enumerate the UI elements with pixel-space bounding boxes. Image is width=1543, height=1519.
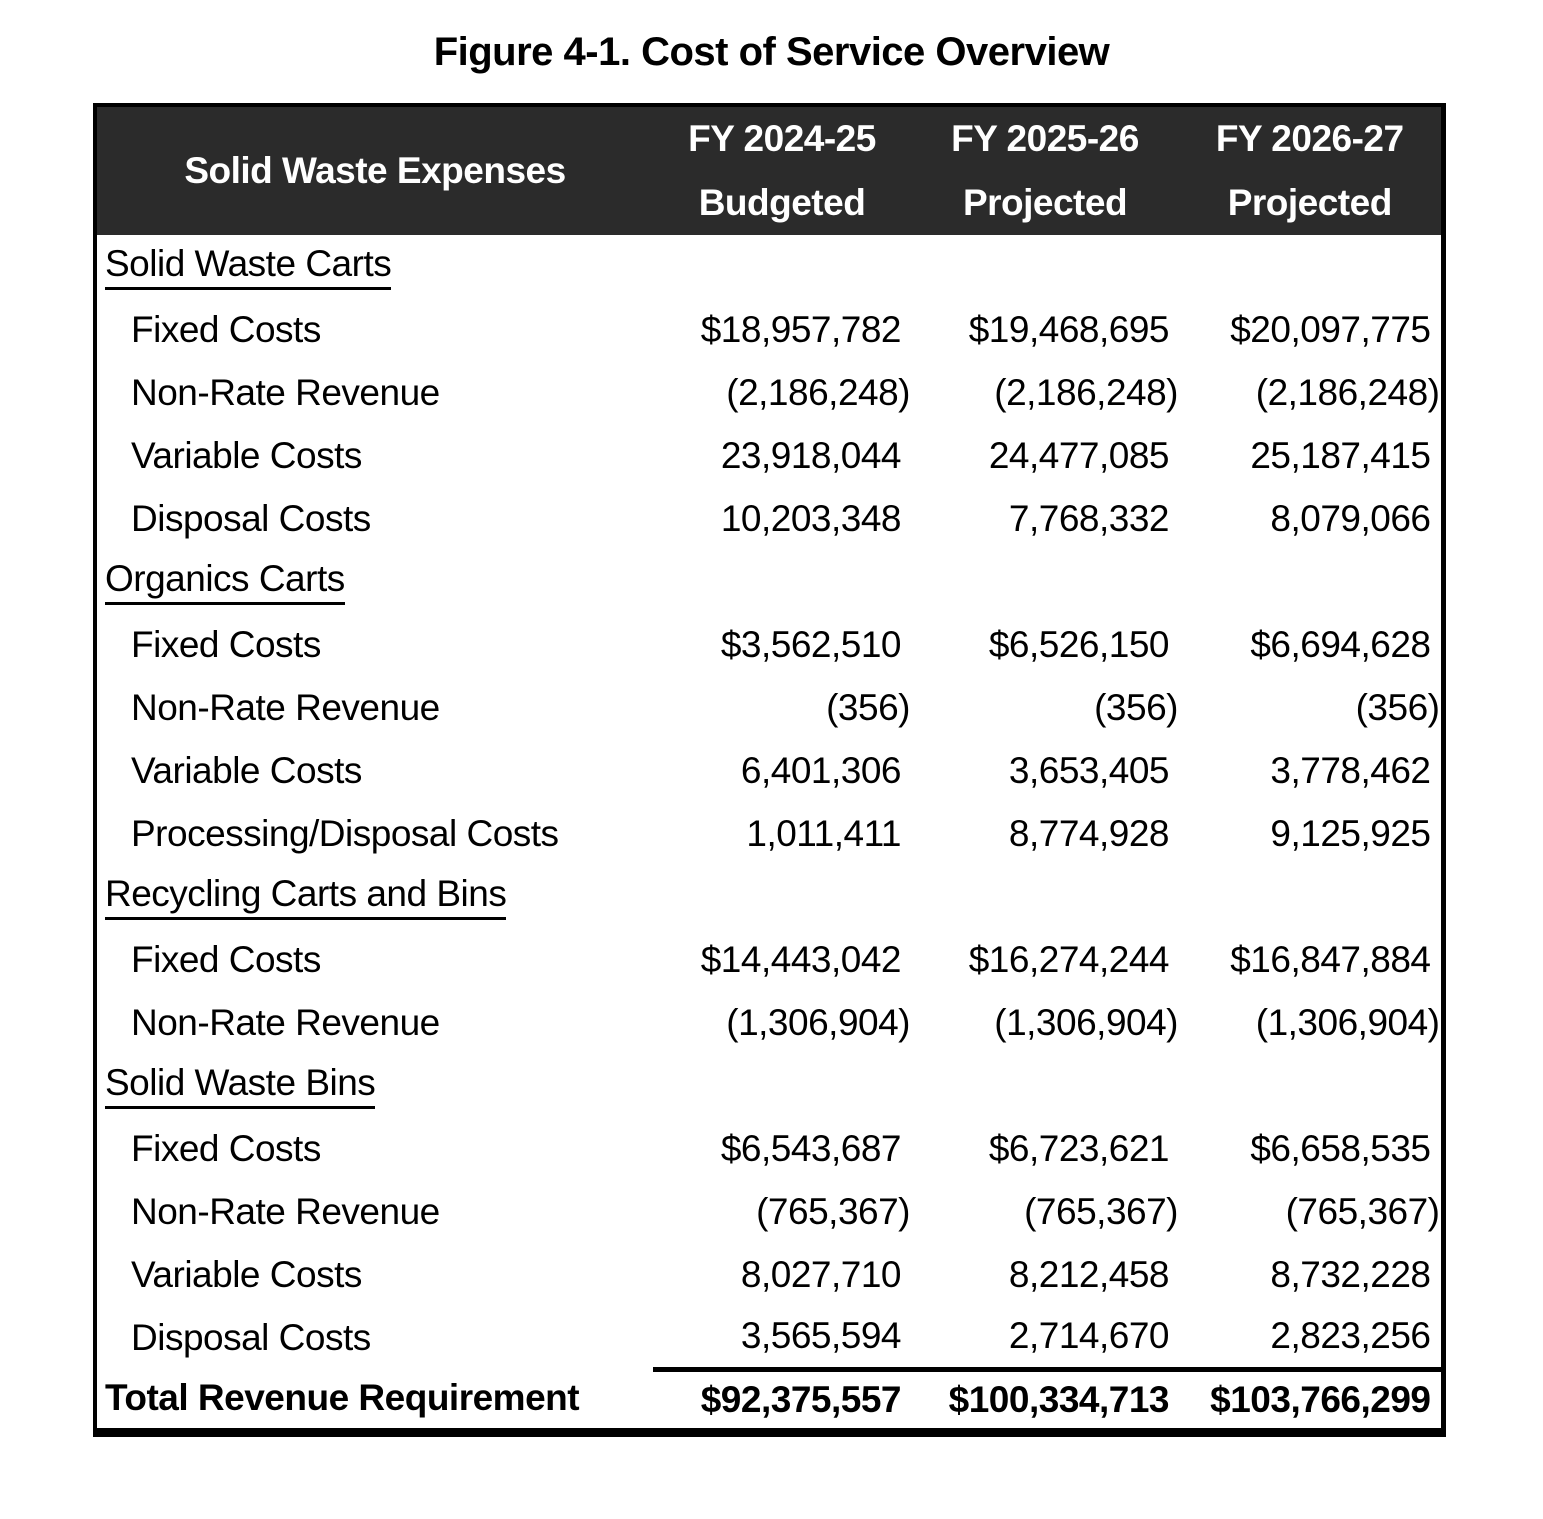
fy-2026-27-label: FY 2026-27 <box>1215 118 1404 159</box>
expense-value-cell: 2,714,670 <box>1008 1315 1169 1357</box>
column-header-expenses: Solid Waste Expenses <box>95 105 653 235</box>
expense-value-cell: (1,306,904) <box>1255 1001 1440 1043</box>
total-value-cell: $92,375,557 <box>653 1369 911 1432</box>
expense-row-label: Variable Costs <box>131 749 362 791</box>
expense-value-cell: 23,918,044 <box>720 434 901 476</box>
section-title-text: Organics Carts <box>105 558 345 605</box>
section-header-row <box>95 550 1443 613</box>
expense-value-cell: 9,125,925 <box>1270 812 1431 854</box>
expense-value-cell: (1,306,904) <box>994 1001 1178 1043</box>
expense-value-cell: $6,694,628 <box>1250 623 1431 665</box>
total-value-cell: $100,334,713 <box>911 1369 1179 1432</box>
table-body <box>95 235 1443 1432</box>
empty-cell <box>653 865 911 928</box>
expense-value-cell: 8,027,710 <box>740 1253 901 1295</box>
empty-cell <box>911 1054 1179 1117</box>
empty-cell <box>1179 1054 1443 1117</box>
expense-row <box>95 676 1443 739</box>
header-row <box>95 105 1443 235</box>
expense-value-cell: 7,768,332 <box>1008 497 1169 539</box>
expense-value-cell: 8,079,066 <box>1270 497 1431 539</box>
expense-value-cell: $3,562,510 <box>720 623 901 665</box>
total-row-label: Total Revenue Requirement <box>105 1377 580 1419</box>
expense-row <box>95 1180 1443 1243</box>
expense-value-cell: 3,778,462 <box>1270 749 1431 791</box>
column-header-fy-2024-25 <box>653 105 911 235</box>
total-row <box>95 1369 1443 1432</box>
section-header-row <box>95 235 1443 298</box>
expense-value-cell: (765,367) <box>756 1190 910 1232</box>
column-header-fy-2026-27 <box>1179 105 1443 235</box>
expense-row <box>95 1306 1443 1369</box>
expense-value-cell: $18,957,782 <box>700 308 901 350</box>
expense-value-cell: (2,186,248) <box>726 371 910 413</box>
expense-row <box>95 739 1443 802</box>
expense-row-label: Variable Costs <box>131 434 362 476</box>
expense-row-label: Processing/Disposal Costs <box>131 812 559 854</box>
expense-row-label: Disposal Costs <box>131 1316 371 1358</box>
empty-cell <box>653 550 911 613</box>
expense-row <box>95 1243 1443 1306</box>
expense-value-cell: $20,097,775 <box>1230 308 1431 350</box>
expense-row <box>95 298 1443 361</box>
expense-value-cell: 8,732,228 <box>1270 1253 1431 1295</box>
expense-row-label: Non-Rate Revenue <box>131 686 440 728</box>
expense-value-cell: $19,468,695 <box>968 308 1169 350</box>
expense-value-cell: 6,401,306 <box>740 749 901 791</box>
expense-row-label: Non-Rate Revenue <box>131 1190 440 1232</box>
expense-value-cell: $6,723,621 <box>988 1127 1169 1169</box>
expense-value-cell: 1,011,411 <box>746 812 901 854</box>
expense-row <box>95 991 1443 1054</box>
expense-value-cell: (356) <box>1094 686 1178 728</box>
expense-row <box>95 424 1443 487</box>
expense-row-label: Non-Rate Revenue <box>131 371 440 413</box>
expense-row-label: Fixed Costs <box>131 308 321 350</box>
expense-value-cell: 8,212,458 <box>1008 1253 1169 1295</box>
expense-value-cell: 25,187,415 <box>1250 434 1431 476</box>
fy-2025-26-label: FY 2025-26 <box>951 118 1139 159</box>
empty-cell <box>911 235 1179 298</box>
fy-2024-25-sublabel: Budgeted <box>698 182 866 223</box>
expense-value-cell: 24,477,085 <box>988 434 1169 476</box>
expense-value-cell: (765,367) <box>1285 1190 1440 1232</box>
expense-row <box>95 613 1443 676</box>
empty-cell <box>653 235 911 298</box>
expense-value-cell: $6,543,687 <box>720 1127 901 1169</box>
section-title-text: Recycling Carts and Bins <box>105 873 506 920</box>
expense-value-cell: (2,186,248) <box>994 371 1178 413</box>
expense-row-label: Variable Costs <box>131 1253 362 1295</box>
expense-value-cell: $16,274,244 <box>968 938 1169 980</box>
expense-value-cell: 8,774,928 <box>1008 812 1169 854</box>
empty-cell <box>1179 235 1443 298</box>
expense-row-label: Disposal Costs <box>131 497 371 539</box>
section-header-row <box>95 1054 1443 1117</box>
expense-value-cell: (356) <box>1355 686 1440 728</box>
expense-row-label: Non-Rate Revenue <box>131 1001 440 1043</box>
expense-row <box>95 1117 1443 1180</box>
fy-2024-25-label: FY 2024-25 <box>688 118 876 159</box>
expense-value-cell: $16,847,884 <box>1230 938 1431 980</box>
section-title <box>95 235 653 298</box>
expense-value-cell: $6,658,535 <box>1250 1127 1431 1169</box>
section-title <box>95 865 653 928</box>
expense-row-label: Fixed Costs <box>131 623 321 665</box>
page <box>0 30 1543 1437</box>
fy-2026-27-sublabel: Projected <box>1227 182 1392 223</box>
expense-value-cell: (2,186,248) <box>1255 371 1440 413</box>
expense-row <box>95 802 1443 865</box>
expense-value-cell: 10,203,348 <box>720 497 901 539</box>
fy-2025-26-sublabel: Projected <box>962 182 1128 223</box>
section-title-text: Solid Waste Carts <box>105 243 391 290</box>
empty-cell <box>911 550 1179 613</box>
section-title-text: Solid Waste Bins <box>105 1062 375 1109</box>
expense-row <box>95 928 1443 991</box>
expense-value-cell: $6,526,150 <box>988 623 1169 665</box>
empty-cell <box>653 1054 911 1117</box>
section-title <box>95 550 653 613</box>
section-title <box>95 1054 653 1117</box>
table-header <box>95 105 1443 235</box>
expense-value-cell: (765,367) <box>1024 1190 1178 1232</box>
cost-of-service-table <box>93 103 1446 1437</box>
empty-cell <box>1179 865 1443 928</box>
empty-cell <box>1179 550 1443 613</box>
column-header-fy-2025-26 <box>911 105 1179 235</box>
expense-value-cell: (356) <box>826 686 910 728</box>
figure-title: Figure 4-1. Cost of Service Overview <box>433 30 1110 74</box>
empty-cell <box>911 865 1179 928</box>
section-header-row <box>95 865 1443 928</box>
expense-row-label: Fixed Costs <box>131 938 321 980</box>
expense-value-cell: 2,823,256 <box>1270 1315 1431 1357</box>
expense-row <box>95 487 1443 550</box>
expense-row <box>95 361 1443 424</box>
expense-row-label: Fixed Costs <box>131 1127 321 1169</box>
expense-value-cell: 3,565,594 <box>740 1315 901 1357</box>
total-value-cell: $103,766,299 <box>1179 1369 1443 1432</box>
expense-value-cell: 3,653,405 <box>1008 749 1169 791</box>
expense-value-cell: $14,443,042 <box>700 938 901 980</box>
expense-value-cell: (1,306,904) <box>726 1001 910 1043</box>
